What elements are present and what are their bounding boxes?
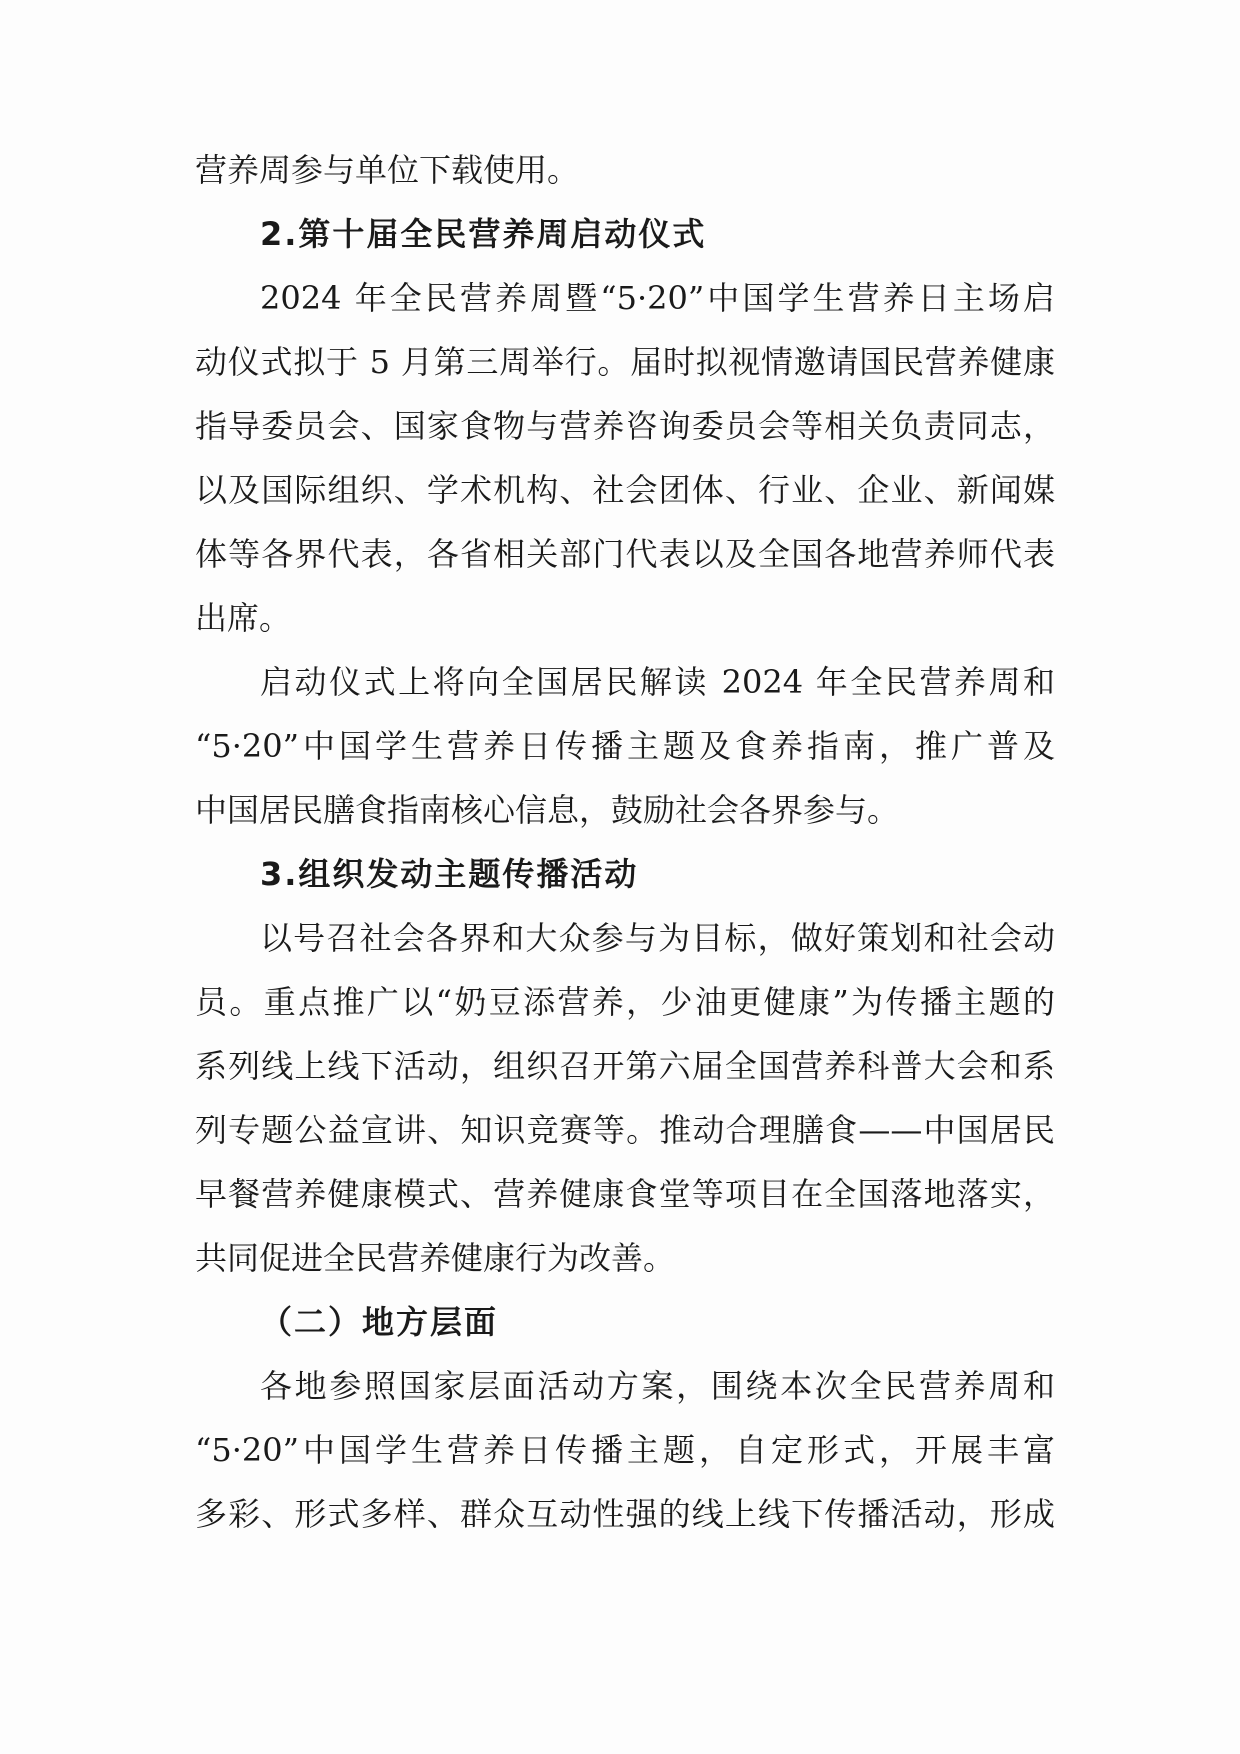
text-line: 中国居民膳食指南核心信息，鼓励社会各界参与。 <box>195 791 900 829</box>
text-line: 体等各界代表，各省相关部门代表以及全国各地营养师代表 <box>195 535 1055 573</box>
text-line: 系列线上线下活动，组织召开第六届全国营养科普大会和系 <box>195 1047 1055 1085</box>
text-line: 以及国际组织、学术机构、社会团体、行业、企业、新闻媒 <box>195 471 1055 509</box>
text-line: 员。重点推广以“奶豆添营养，少油更健康”为传播主题的 <box>195 983 1055 1021</box>
text-line: 出席。 <box>195 599 292 637</box>
section-heading: 2.第十届全民营养周启动仪式 <box>260 215 707 253</box>
text-line: 2024 年全民营养周暨“5·20”中国学生营养日主场启 <box>260 279 1055 317</box>
text-line: 启动仪式上将向全国居民解读 2024 年全民营养周和 <box>260 663 1055 701</box>
text-line: 各地参照国家层面活动方案，围绕本次全民营养周和 <box>260 1367 1055 1405</box>
section-heading: 3.组织发动主题传播活动 <box>260 855 639 893</box>
text-line: 列专题公益宣讲、知识竞赛等。推动合理膳食——中国居民 <box>195 1111 1055 1149</box>
text-line: 早餐营养健康模式、营养健康食堂等项目在全国落地落实， <box>195 1175 1055 1213</box>
section-heading: （二）地方层面 <box>260 1303 499 1341</box>
text-line: 营养周参与单位下载使用。 <box>195 151 580 189</box>
text-line: “5·20”中国学生营养日传播主题及食养指南，推广普及 <box>195 727 1055 765</box>
text-line: 指导委员会、国家食物与营养咨询委员会等相关负责同志， <box>195 407 1055 445</box>
text-line: 动仪式拟于 5 月第三周举行。届时拟视情邀请国民营养健康 <box>195 343 1055 381</box>
text-line: 以号召社会各界和大众参与为目标，做好策划和社会动 <box>260 919 1055 957</box>
text-line: 共同促进全民营养健康行为改善。 <box>195 1239 676 1277</box>
text-line: 多彩、形式多样、群众互动性强的线上线下传播活动，形成 <box>195 1495 1055 1533</box>
text-line: “5·20”中国学生营养日传播主题，自定形式，开展丰富 <box>195 1431 1055 1469</box>
